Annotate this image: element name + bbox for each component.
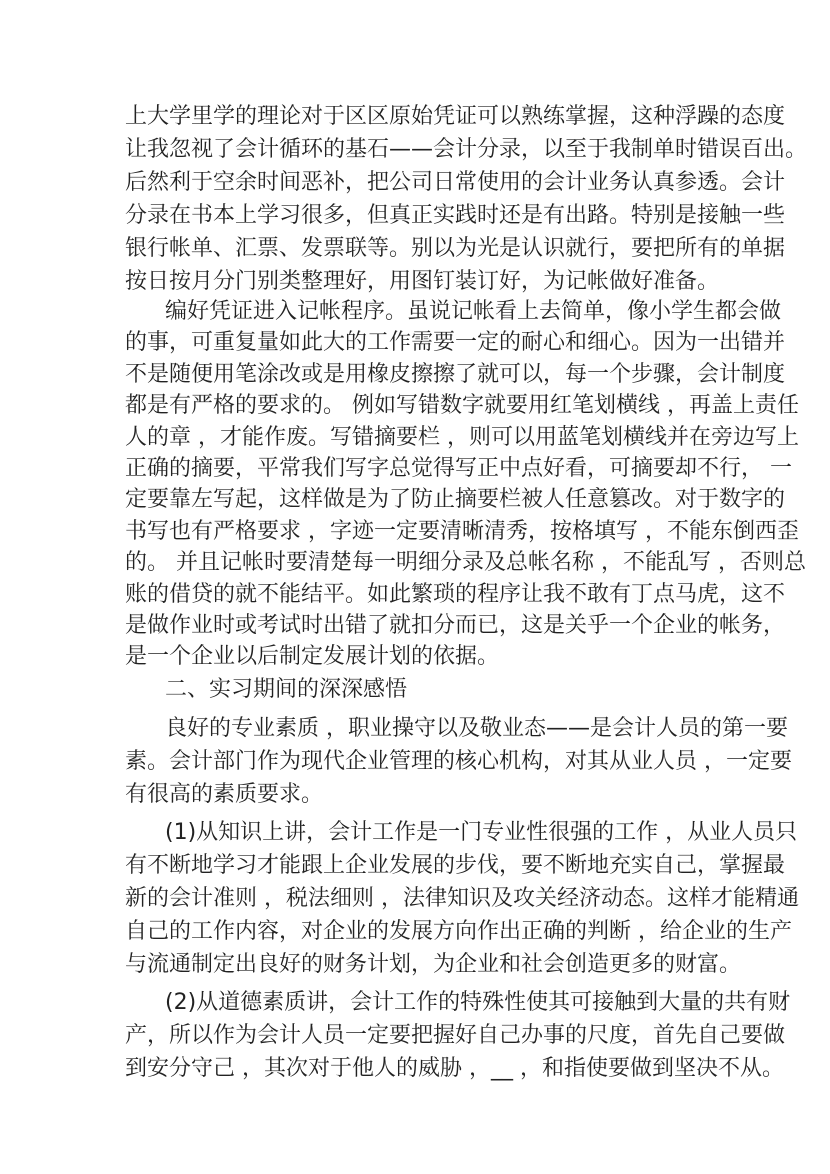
text-line: 都是有严格的要求的。 例如写错数字就要用红笔划横线 ，再盖上责任 bbox=[125, 393, 799, 418]
text-line: 是一个企业以后制定发展计划的依据。 bbox=[125, 644, 500, 669]
section-heading: 二、实习期间的深深感悟 bbox=[165, 677, 408, 702]
text-line: 与流通制定出良好的财务计划，为企业和社会创造更多的财富。 bbox=[125, 952, 742, 977]
text-line: 银行帐单、汇票、发票联等。别以为光是认识就行，要把所有的单据 bbox=[125, 236, 786, 261]
text-line: 分录在书本上学习很多，但真正实践时还是有出路。特别是接触一些 bbox=[125, 203, 786, 228]
text-line: 良好的专业素质 ，职业操守以及敬业态——是会计人员的第一要 bbox=[165, 716, 788, 741]
text-line: 书写也有严格要求 ，字迹一定要清晰清秀，按格填写 ，不能东倒西歪 bbox=[125, 519, 799, 544]
text-line: 到安分守己 ，其次对于他人的威胁 ，__ ，和指使要做到坚决不从。 bbox=[125, 1056, 784, 1081]
text-line: 正确的摘要，平常我们写字总觉得写正中点好看，可摘要却不行， 一 bbox=[125, 456, 792, 481]
text-line: (1)从知识上讲，会计工作是一门专业性很强的工作 ，从业人员只 bbox=[165, 820, 798, 845]
text-line: 账的借贷的就不能结平。如此繁琐的程序让我不敢有丁点马虎，这不 bbox=[125, 582, 786, 607]
text-line: 素。会计部门作为现代企业管理的核心机构，对其从业人员 ，一定要 bbox=[125, 749, 792, 774]
text-line: 自己的工作内容，对企业的发展方向作出正确的判断 ，给企业的生产 bbox=[125, 919, 792, 944]
text-line: 按日按月分门别类整理好，用图钉装订好，为记帐做好准备。 bbox=[125, 269, 720, 294]
text-line: 的事，可重复量如此大的工作需要一定的耐心和细心。因为一出错并 bbox=[125, 330, 786, 355]
text-line: 后然利于空余时间恶补，把公司日常使用的会计业务认真参透。会计 bbox=[125, 170, 786, 195]
text-line: (2)从道德素质讲，会计工作的特殊性使其可接触到大量的共有财 bbox=[165, 990, 791, 1015]
text-line: 有很高的素质要求。 bbox=[125, 782, 324, 807]
text-line: 编好凭证进入记帐程序。虽说记帐看上去简单，像小学生都会做 bbox=[165, 299, 782, 324]
text-line: 是做作业时或考试时出错了就扣分而已，这是关乎一个企业的帐务， bbox=[125, 613, 786, 638]
text-line: 产，所以作为会计人员一定要把握好自己办事的尺度，首先自己要做 bbox=[125, 1023, 786, 1048]
text-line: 人的章 ，才能作废。写错摘要栏 ，则可以用蓝笔划横线并在旁边写上 bbox=[125, 425, 799, 450]
text-line: 不是随便用笔涂改或是用橡皮擦擦了就可以，每一个步骤，会计制度 bbox=[125, 362, 786, 387]
text-line: 上大学里学的理论对于区区原始凭证可以熟练掌握，这种浮躁的态度 bbox=[125, 104, 786, 129]
text-line: 定要靠左写起，这样做是为了防止摘要栏被人任意篡改。对于数字的 bbox=[125, 487, 786, 512]
text-line: 让我忽视了会计循环的基石——会计分录，以至于我制单时错误百出。 bbox=[125, 137, 808, 162]
text-line: 有不断地学习才能跟上企业发展的步伐，要不断地充实自己，掌握最 bbox=[125, 853, 786, 878]
text-line: 新的会计准则 ，税法细则 ，法律知识及攻关经济动态。这样才能精通 bbox=[125, 886, 799, 911]
text-line: 的。 并且记帐时要清楚每一明细分录及总帐名称 ，不能乱写 ，否则总 bbox=[125, 550, 806, 575]
